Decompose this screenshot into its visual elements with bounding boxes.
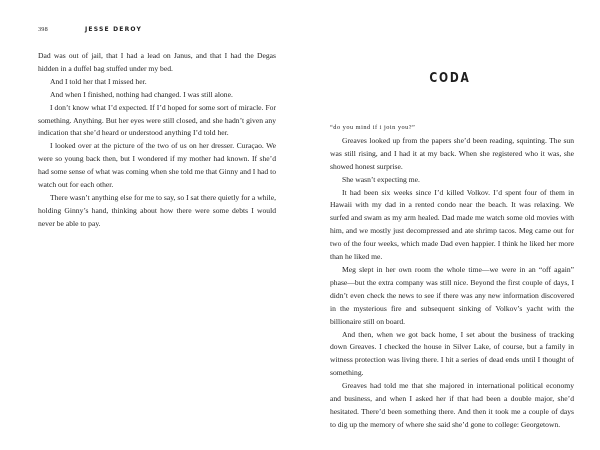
chapter-title: CODA <box>429 71 471 86</box>
opening-line: “do you mind if i join you?” <box>330 124 416 131</box>
paragraph: There wasn’t anything else for me to say, so I sat there quietly for a while, holding Ginny’s hand, thinking about how there were some debts I would never be able to pay. <box>38 192 276 228</box>
paragraph: I don’t know what I’d expected. If I’d hoped for some sort of miracle. For something. Anything. But her eyes were still closed, and she hadn’t given any indication that she’d heard or understood anything I’d told her. <box>38 102 276 138</box>
author-name: JESSE DEROY <box>85 26 143 33</box>
right-page <box>300 0 600 450</box>
paragraph: Greaves looked up from the papers she’d been reading, squinting. The sun was still rising, and I had it at my back. When she registered who it was, she showed honest surprise. <box>330 135 574 171</box>
paragraph: Meg slept in her own room the whole time—we were in an “off again” phase—but the extra company was still nice. Beyond the first couple of days, I didn’t even check the news to see if there was any new information discovered in the mysterious fire and subsequent sinking of Volkov’s yacht with the billionaire still on board. <box>330 264 574 326</box>
body-text <box>330 122 574 432</box>
paragraph: It had been six weeks since I’d killed Volkov. I’d spent four of them in Hawaii with my dad in a rented condo near the beach. It was relaxing. We surfed and swam as my arm healed. Dad made me watch some old movies with him, and we mostly just decompressed and ate shrimp tacos. Meg came out for two of the four weeks, which made Dad even happier. I think he liked her more than he liked me. <box>330 187 574 262</box>
body-text <box>38 50 276 231</box>
paragraph: Greaves had told me that she majored in international political economy and business, and when I asked her if that had been a double major, she’d hesitated. There’d been something there. And then it took me a couple of days to dig up the memory of where she said she’d gone to college: Georgetown. <box>330 381 574 429</box>
paragraph: Dad was out of jail, that I had a lead on Janus, and that I had the Degas hidden in a duffel bag stuffed under my bed. <box>38 51 276 73</box>
paragraph: She wasn’t expecting me. <box>342 174 420 184</box>
paragraph: And I told her that I missed her. <box>50 76 147 86</box>
page-number: 398 <box>38 26 48 33</box>
paragraph: And when I finished, nothing had changed. I was still alone. <box>50 89 233 99</box>
paragraph: And then, when we got back home, I set about the business of tracking down Greaves. I checked the house in Silver Lake, of course, but a family in witness protection was living there. I hit a series of dead ends until I thought of something. <box>330 329 574 378</box>
paragraph: I looked over at the picture of the two of us on her dresser. Curaçao. We were so young back then, but I wondered if my mother had known. If she’d had some sense of what was coming when she told me that Ginny and I had to watch out for each other. <box>38 141 276 190</box>
